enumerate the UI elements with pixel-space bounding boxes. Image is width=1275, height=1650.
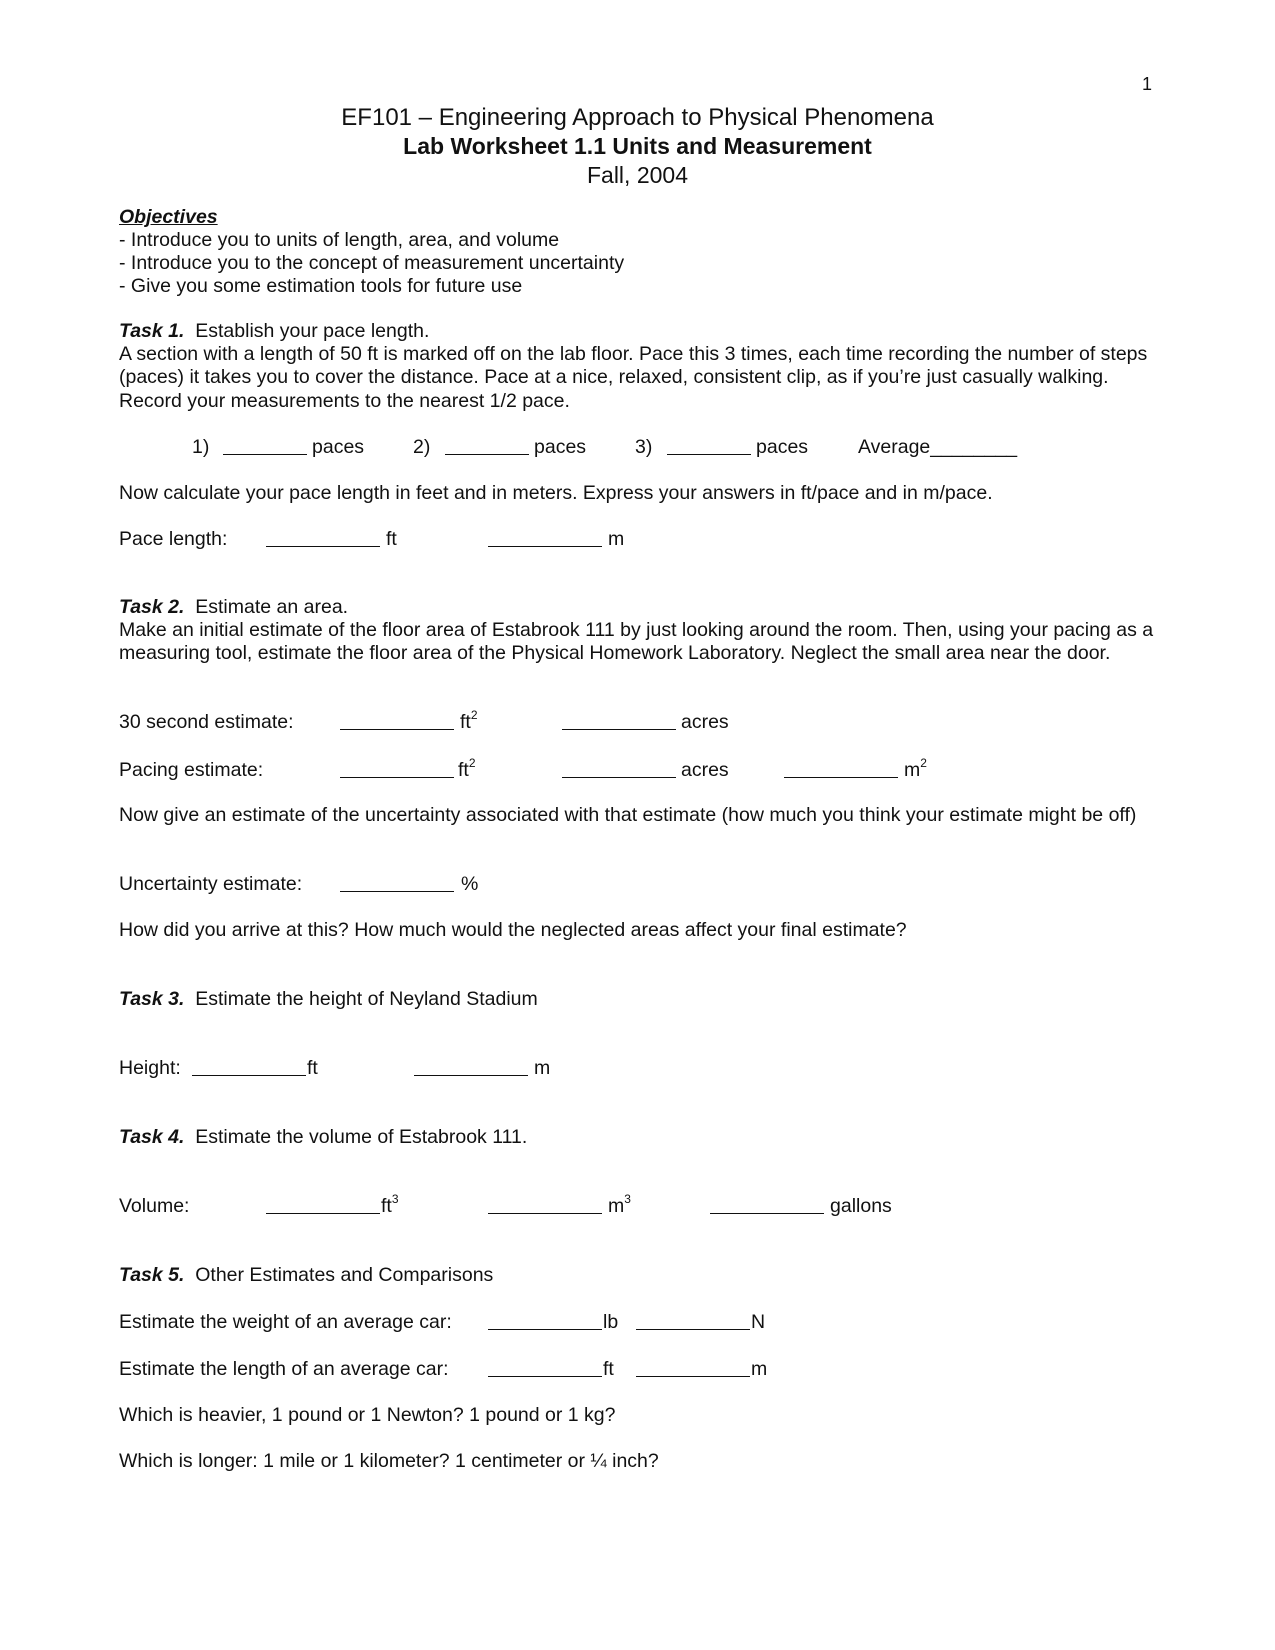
task3-heading [119, 988, 538, 1011]
uncertainty-instruction: Now give an estimate of the uncertainty associated with that estimate (how much you think your estimate might be off) [119, 804, 1137, 826]
task1-calc-instruction: Now calculate your pace length in feet and in meters. Express your answers in ft/pace and in m/pace. [119, 482, 993, 504]
est30-ft2-blank[interactable] [340, 711, 454, 730]
volume-gallons-unit: gallons [830, 1195, 892, 1217]
trial1-blank[interactable] [223, 436, 307, 455]
task2-label: Task 2. [119, 596, 185, 618]
pacing-ft2-unit: $ft^2$ [458, 756, 476, 781]
car-weight-n-unit: N [751, 1311, 766, 1333]
car-length-m-unit: m [751, 1358, 768, 1380]
task5-title: Other Estimates and Comparisons [195, 1264, 494, 1286]
objective-item: - Introduce you to the concept of measurement uncertainty [119, 252, 625, 274]
est30-label: 30 second estimate: [119, 711, 294, 733]
volume-ft3-unit: $ft^3$ [381, 1192, 399, 1217]
objective-item: - Introduce you to units of length, area, and volume [119, 229, 560, 251]
objectives-heading: Objectives [119, 206, 218, 228]
height-m-unit: m [534, 1057, 551, 1079]
question-longer: Which is longer: 1 mile or 1 kilometer? 1 centimeter or ¼ inch? [119, 1450, 659, 1472]
car-weight-n-blank[interactable] [636, 1311, 750, 1330]
pace-length-m-blank[interactable] [488, 528, 602, 547]
volume-ft3-blank[interactable] [266, 1195, 380, 1214]
task1-title: Establish your pace length. [195, 320, 430, 342]
uncertainty-blank[interactable] [340, 873, 454, 892]
task4-heading [119, 1126, 527, 1149]
height-ft-unit: ft [307, 1057, 318, 1079]
volume-m3-blank[interactable] [488, 1195, 602, 1214]
task4-title: Estimate the volume of Estabrook 111. [195, 1126, 528, 1148]
pace-length-ft-blank[interactable] [266, 528, 380, 547]
est30-ft2-unit: $ft^2$ [460, 708, 478, 733]
trial2-blank[interactable] [445, 436, 529, 455]
car-length-m-blank[interactable] [636, 1358, 750, 1377]
volume-label: Volume: [119, 1195, 190, 1217]
car-weight-lb-blank[interactable] [488, 1311, 602, 1330]
car-length-label: Estimate the length of an average car: [119, 1358, 449, 1380]
task1-instructions: A section with a length of 50 ft is marked off on the lab floor. Pace this 3 times, each time recording the number of steps (paces) it takes you to cover the distance. Pace at a nice, relaxed, consistent clip, as if you’re just casually walking. Record your measurements to the nearest 1/2 pace. [119, 343, 1148, 412]
height-m-blank[interactable] [414, 1057, 528, 1076]
pace-length-label: Pace length: [119, 528, 228, 550]
trial2-label: 2) [413, 436, 431, 458]
uncertainty-label: Uncertainty estimate: [119, 873, 303, 895]
task3-label: Task 3. [119, 988, 185, 1010]
task1-label: Task 1. [119, 320, 185, 342]
uncertainty-unit: % [461, 873, 479, 895]
course-title: EF101 – Engineering Approach to Physical Phenomena [341, 104, 934, 131]
trial3-blank[interactable] [667, 436, 751, 455]
pacing-m2-blank[interactable] [784, 759, 898, 778]
trial2-unit: paces [534, 436, 587, 458]
car-weight-lb-unit: lb [603, 1311, 619, 1333]
height-ft-blank[interactable] [192, 1057, 306, 1076]
task5-label: Task 5. [119, 1264, 185, 1286]
pacing-m2-unit: $m^2$ [904, 756, 927, 781]
car-length-ft-blank[interactable] [488, 1358, 602, 1377]
height-label: Height: [119, 1057, 181, 1079]
pacing-acres-blank[interactable] [562, 759, 676, 778]
worksheet-title: Lab Worksheet 1.1 Units and Measurement [403, 133, 872, 159]
task3-title: Estimate the height of Neyland Stadium [195, 988, 538, 1010]
task4-label: Task 4. [119, 1126, 185, 1148]
objective-item: - Give you some estimation tools for future use [119, 275, 523, 297]
task2-instructions: Make an initial estimate of the floor area of Estabrook 111 by just looking around the room. Then, using your pacing as a measuring tool, estimate the floor area of the Physical Homework Laboratory. Neglect the small area near the door. [119, 619, 1154, 665]
task2-title: Estimate an area. [195, 596, 349, 618]
task2-heading [119, 596, 348, 619]
pacing-label: Pacing estimate: [119, 759, 264, 781]
car-weight-label: Estimate the weight of an average car: [119, 1311, 452, 1333]
est30-acres-blank[interactable] [562, 711, 676, 730]
trial3-label: 3) [635, 436, 653, 458]
trial3-unit: paces [756, 436, 809, 458]
car-length-ft-unit: ft [603, 1358, 614, 1380]
volume-m3-unit: $m^3$ [608, 1192, 631, 1217]
term: Fall, 2004 [586, 162, 688, 188]
task5-heading [119, 1264, 493, 1287]
question-heavier: Which is heavier, 1 pound or 1 Newton? 1 pound or 1 kg? [119, 1404, 616, 1426]
volume-gallons-blank[interactable] [710, 1195, 824, 1214]
pace-length-m-unit: m [608, 528, 625, 550]
average-field[interactable]: Average________ [858, 436, 1018, 458]
trial1-unit: paces [312, 436, 365, 458]
pace-length-ft-unit: ft [386, 528, 397, 550]
pacing-acres-unit: acres [681, 759, 729, 781]
page-number: 1 [1142, 74, 1153, 94]
task2-question: How did you arrive at this? How much would the neglected areas affect your final estimate? [119, 919, 907, 941]
est30-acres-unit: acres [681, 711, 729, 733]
task1-heading [119, 320, 429, 343]
trial1-label: 1) [192, 436, 210, 458]
pacing-ft2-blank[interactable] [340, 759, 454, 778]
